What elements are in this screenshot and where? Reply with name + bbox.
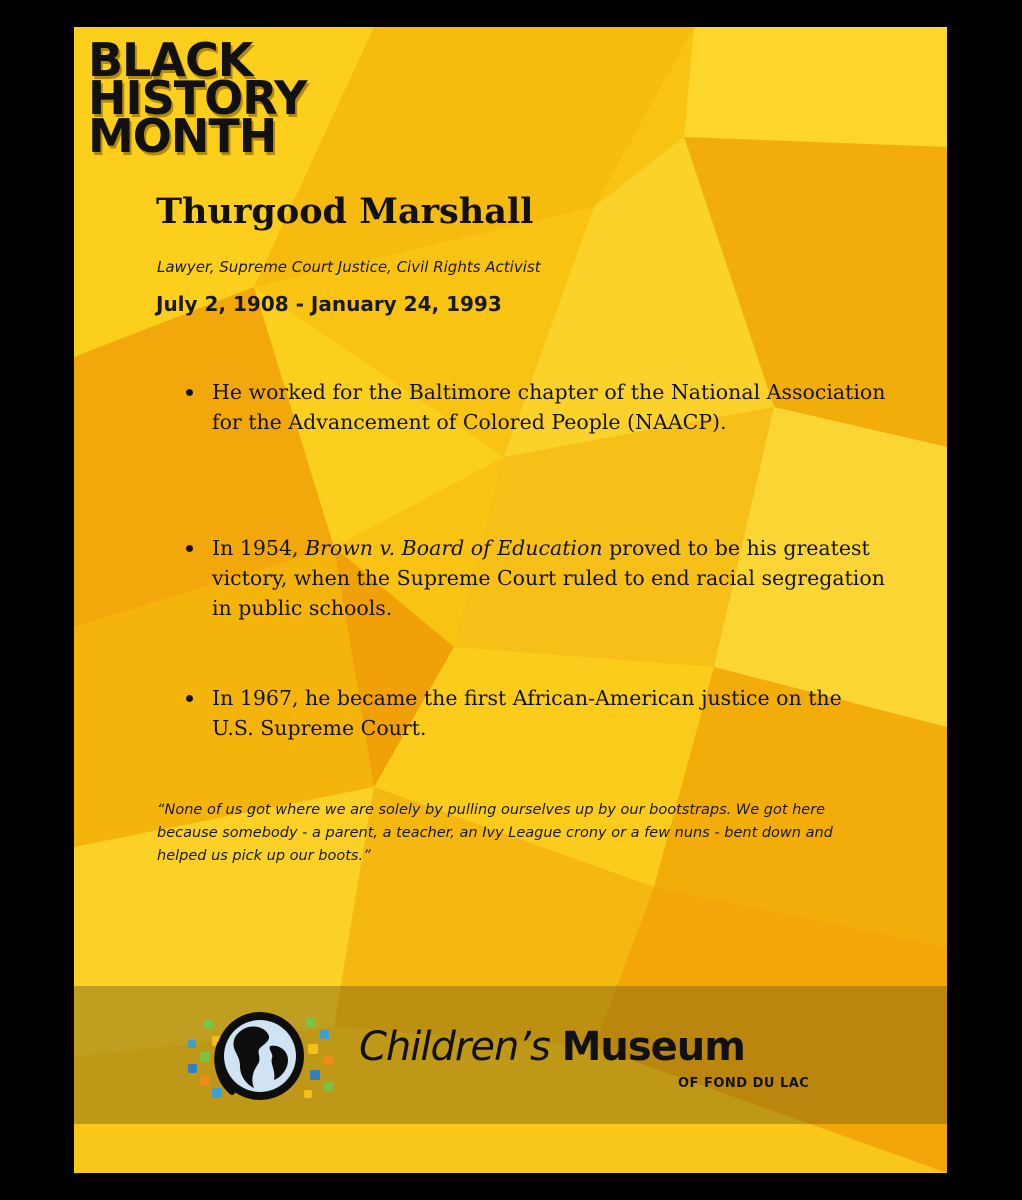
bullet-icon <box>186 545 193 552</box>
poster <box>74 27 947 1173</box>
museum-name-italic: Children’s <box>359 1024 550 1070</box>
heading-line-3: MONTH <box>88 109 277 163</box>
fact-text: He worked for the Baltimore chapter of the National Association for the Advancement of Colored People (NAACP). <box>212 380 886 434</box>
museum-name <box>359 1024 745 1070</box>
fact-item <box>186 377 886 437</box>
fact-text-suffix: proved to be his greatest victory, when the Supreme Court ruled to end racial segregation in public schools. <box>212 536 885 620</box>
fact-item <box>186 533 886 623</box>
person-roles: Lawyer, Supreme Court Justice, Civil Rights Activist <box>157 258 541 276</box>
museum-name-bold: Museum <box>561 1024 745 1070</box>
bullet-icon <box>186 695 193 702</box>
quote: “None of us got where we are solely by pulling ourselves up by our bootstraps. We got here because somebody - a parent, a teacher, an Ivy League crony or a few nuns - bent down and helped us pick up our boots.” <box>157 802 833 864</box>
fact-text: In 1967, he became the first African-American justice on the U.S. Supreme Court. <box>212 686 842 740</box>
museum-location: OF FOND DU LAC <box>678 1076 810 1091</box>
person-name: Thurgood Marshall <box>156 191 534 232</box>
bullet-icon <box>186 389 193 396</box>
fact-text-prefix: In 1954, <box>212 536 306 560</box>
globe-icon <box>184 1000 344 1110</box>
person-dates: July 2, 1908 - January 24, 1993 <box>156 292 502 316</box>
heading-line-2: HISTORY <box>88 71 307 125</box>
fact-item <box>186 683 886 743</box>
heading-line-1: BLACK <box>88 33 253 87</box>
black-history-month-heading <box>88 33 307 163</box>
fact-text-emphasis: Brown v. Board of Education <box>305 536 603 560</box>
